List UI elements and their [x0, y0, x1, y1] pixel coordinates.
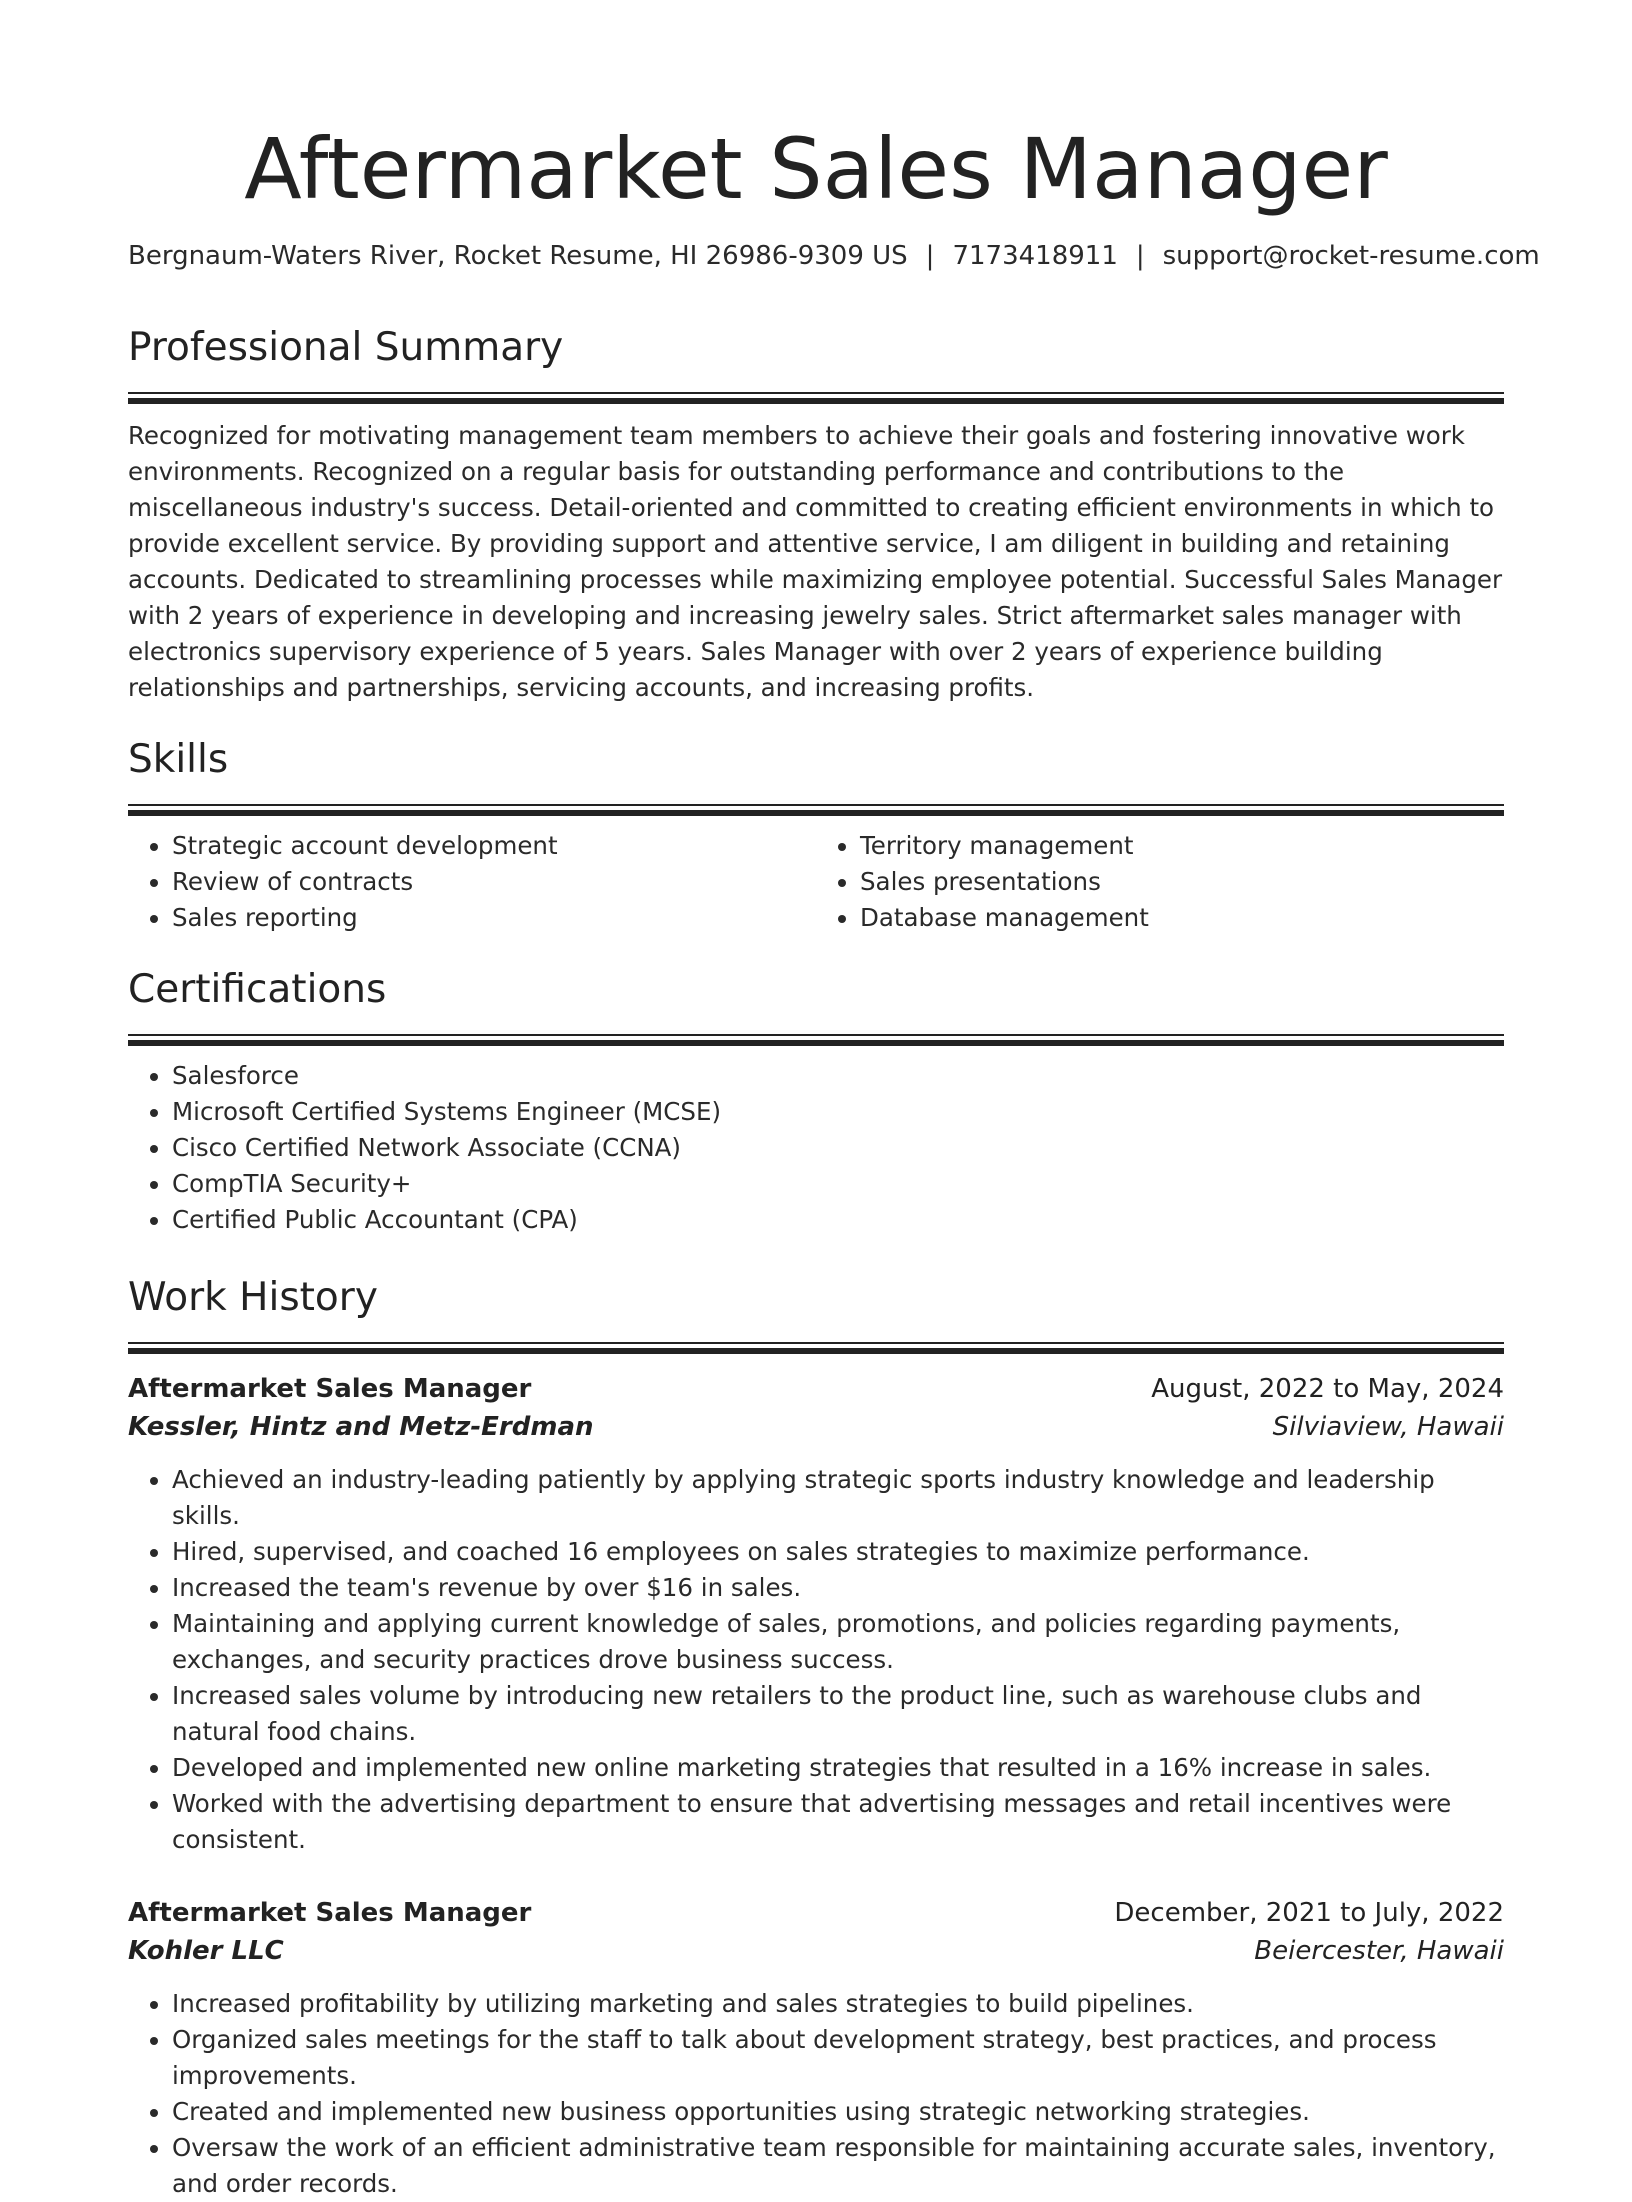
phone: 7173418911 — [952, 241, 1118, 271]
section-divider — [128, 1034, 1504, 1046]
summary-text: Recognized for motivating management team members to achieve their goals and fostering innovative work environments. Recognized on a regular basis for outstanding performance and contributions to the miscellaneous industry's success. Detail-oriented and committed to creating efficient environments in which to provide excellent service. By providing support and attentive service, I am diligent in building and retaining accounts. Dedicated to streamlining processes while maximizing employee potential. Successful Sales Manager with 2 years of experience in developing and increasing jewelry sales. Strict aftermarket sales manager with electronics supervisory experience of 5 years. Sales Manager with over 2 years of experience building relationships and partnerships, servicing accounts, and increasing profits. — [128, 421, 1503, 702]
job-company-row — [128, 1408, 1504, 1446]
job-bullet: • Hired, supervised, and coached 16 employees on sales strategies to maximize performance. — [172, 1534, 1504, 1570]
skill-item: • Strategic account development — [172, 828, 816, 864]
job-company: Kessler, Hintz and Metz-Erdman — [128, 1412, 594, 1442]
certifications-section — [128, 966, 1504, 1238]
job-company: Kohler LLC — [128, 1936, 284, 1966]
skills-list-right — [816, 828, 1504, 936]
contact-line — [128, 238, 1540, 274]
job-bullet: • Organized sales meetings for the staff to talk about development strategy, best practices, and process improvements. — [172, 2022, 1504, 2094]
job-title: Aftermarket Sales Manager — [128, 1374, 532, 1404]
separator: | — [925, 241, 935, 271]
address: Bergnaum-Waters River, Rocket Resume, HI 26986-9309 US — [128, 241, 908, 271]
job-bullet: • Worked with the advertising department to ensure that advertising messages and retail incentives were consistent. — [172, 1786, 1504, 1858]
job-bullet: • Increased profitability by utilizing marketing and sales strategies to build pipelines. — [172, 1986, 1504, 2022]
job-bullet: • Oversaw the work of an efficient administrative team responsible for maintaining accurate sales, inventory, and order records. — [172, 2130, 1504, 2202]
job-bullets — [128, 1462, 1504, 1858]
job-company-row — [128, 1932, 1504, 1970]
skills-columns — [128, 828, 1504, 936]
section-title-skills: Skills — [128, 737, 229, 782]
summary-section — [128, 324, 1504, 706]
job-title: Aftermarket Sales Manager — [128, 1898, 532, 1928]
job-header-row — [128, 1370, 1504, 1408]
certification-item: • CompTIA Security+ — [172, 1166, 1504, 1202]
skill-item: • Sales presentations — [860, 864, 1504, 900]
job-bullet: • Developed and implemented new online marketing strategies that resulted in a 16% increase in sales. — [172, 1750, 1504, 1786]
job-bullet: • Increased sales volume by introducing new retailers to the product line, such as warehouse clubs and natural food chains. — [172, 1678, 1504, 1750]
skill-item: • Territory management — [860, 828, 1504, 864]
certification-item: • Microsoft Certified Systems Engineer (MCSE) — [172, 1094, 1504, 1130]
certification-item: • Salesforce — [172, 1058, 1504, 1094]
job-header-row — [128, 1894, 1504, 1932]
job-dates: December, 2021 to July, 2022 — [1114, 1898, 1504, 1928]
job-bullet: • Achieved an industry-leading patiently by applying strategic sports industry knowledge and leadership skills. — [172, 1462, 1504, 1534]
skills-list-left — [128, 828, 816, 936]
section-title-work-history: Work History — [128, 1275, 378, 1320]
section-divider — [128, 804, 1504, 816]
job-location: Beiercester, Hawaii — [1254, 1936, 1504, 1966]
job-bullet: • Maintaining and applying current knowledge of sales, promotions, and policies regarding payments, exchanges, and security practices drove business success. — [172, 1606, 1504, 1678]
certification-item: • Certified Public Accountant (CPA) — [172, 1202, 1504, 1238]
job-bullets — [128, 1986, 1504, 2202]
skill-item: • Review of contracts — [172, 864, 816, 900]
job-entry — [128, 1370, 1504, 1858]
work-history-section — [128, 1274, 1504, 2202]
email-link[interactable]: support@rocket-resume.com — [1162, 241, 1540, 271]
job-bullet: • Increased the team's revenue by over $16 in sales. — [172, 1570, 1504, 1606]
certification-item: • Cisco Certified Network Associate (CCNA) — [172, 1130, 1504, 1166]
section-title-summary: Professional Summary — [128, 325, 564, 370]
section-title-certifications: Certifications — [128, 967, 387, 1012]
job-bullet: • Created and implemented new business opportunities using strategic networking strategies. — [172, 2094, 1504, 2130]
job-location: Silviaview, Hawaii — [1272, 1412, 1504, 1442]
job-entry — [128, 1894, 1504, 2202]
certifications-list — [128, 1058, 1504, 1238]
skill-item: • Sales reporting — [172, 900, 816, 936]
skill-item: • Database management — [860, 900, 1504, 936]
page-title: Aftermarket Sales Manager — [244, 120, 1388, 218]
skills-section — [128, 736, 1504, 936]
job-dates: August, 2022 to May, 2024 — [1151, 1374, 1504, 1404]
section-divider — [128, 392, 1504, 404]
section-divider — [128, 1342, 1504, 1354]
separator: | — [1135, 241, 1145, 271]
